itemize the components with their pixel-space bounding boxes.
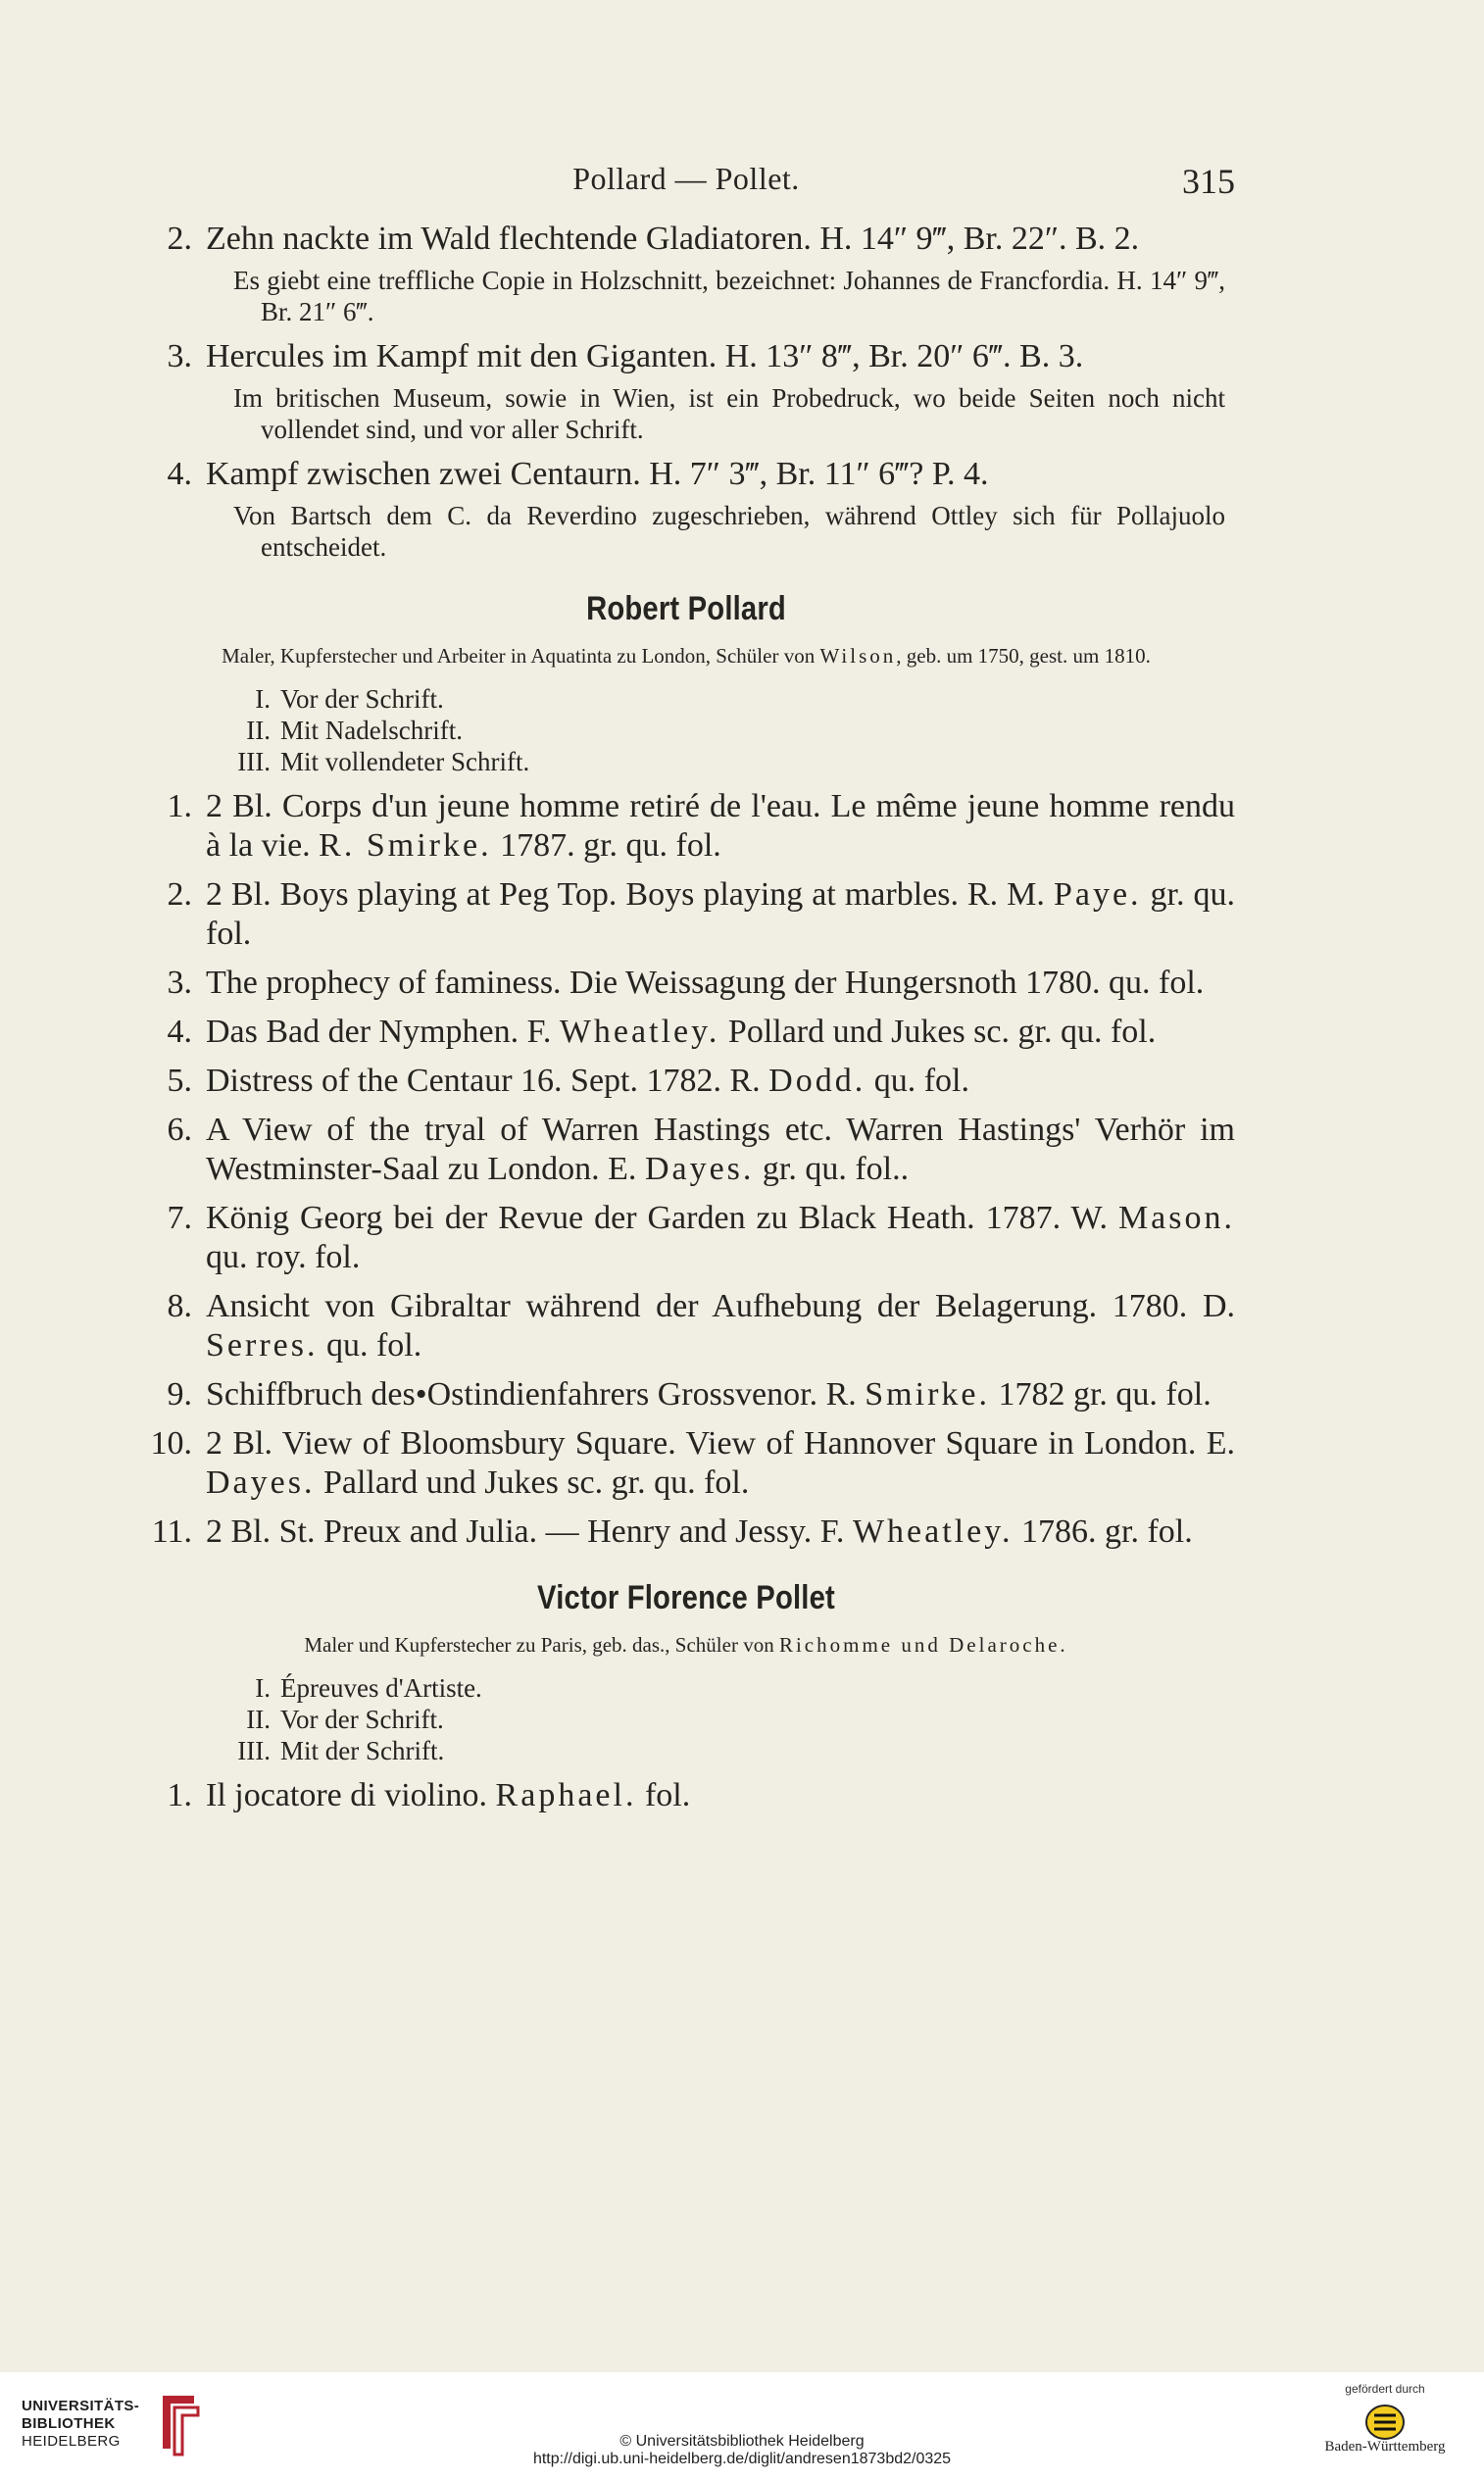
print-state — [206, 715, 1235, 746]
entry-text-part: Schiffbruch des•Ostindienfahrers Grossvenor. R. — [206, 1376, 866, 1413]
entry-artist-name: R. Smirke. — [319, 827, 492, 864]
entry-number: 5. — [167, 1063, 192, 1099]
library-logo-line: BIBLIOTHEK — [22, 2415, 116, 2432]
entry-text — [206, 1513, 1235, 1552]
entry-text: Zehn nackte im Wald flechtende Gladiatoren. H. 14″ 9‴, Br. 22″. B. 2. — [206, 221, 1140, 257]
entry-number: 3. — [167, 965, 192, 1001]
entry-text-part: qu. roy. fol. — [206, 1239, 361, 1275]
entry-number: 3. — [167, 338, 192, 374]
entry-text-part: 2 Bl. St. Preux and Julia. — Henry and Jessy. F. — [206, 1513, 853, 1550]
entry-text-part: 1787. gr. qu. fol. — [491, 827, 721, 864]
catalog-entry — [137, 337, 1235, 376]
entry-artist-name: Raphael. — [495, 1777, 637, 1813]
catalog-entry — [137, 1513, 1235, 1552]
entry-number: 9. — [167, 1376, 192, 1413]
page-number: 315 — [1182, 162, 1235, 201]
state-label: Épreuves d'Artiste. — [280, 1673, 482, 1703]
entry-artist-name: Wheatley. — [852, 1513, 1014, 1550]
entry-number: 7. — [167, 1200, 192, 1236]
state-numeral: I. — [255, 1673, 271, 1703]
print-state — [206, 683, 1235, 715]
bio-teacher: Richomme und Delaroche. — [778, 1633, 1068, 1657]
entry-text — [206, 1375, 1235, 1414]
entry-text-part: Pollard und Jukes sc. gr. qu. fol. — [719, 1014, 1157, 1050]
state-numeral: III. — [237, 1736, 271, 1765]
catalog-entry — [137, 964, 1235, 1003]
state-numeral: II. — [246, 1705, 271, 1734]
entry-text — [206, 1013, 1235, 1052]
state-label: Vor der Schrift. — [280, 1705, 444, 1734]
catalog-entry — [137, 1013, 1235, 1052]
entry-number: 8. — [167, 1288, 192, 1324]
entry-text-part: 2 Bl. Boys playing at Peg Top. Boys playing at marbles. R. M. — [206, 876, 1054, 913]
entry-artist-name: Mason. — [1117, 1200, 1235, 1236]
entry-artist-name: Paye. — [1053, 876, 1142, 913]
print-state — [206, 1672, 1235, 1704]
entry-note: Von Bartsch dem C. da Reverdino zugeschrieben, während Ottley sich für Pollajuolo entscheidet. — [233, 501, 1225, 562]
entry-number: 10. — [150, 1425, 192, 1462]
entry-number: 11. — [151, 1513, 192, 1550]
entry-text — [206, 1111, 1235, 1189]
viewer-footer — [0, 2372, 1484, 2480]
catalog-entry — [137, 1287, 1235, 1365]
entry-text-part: 2 Bl. Corps d'un jeune homme retiré de l'eau. Le même jeune homme rendu à la vie. — [206, 788, 1235, 864]
catalog-entry — [137, 1776, 1235, 1815]
catalog-entry — [137, 875, 1235, 954]
bio-text: Maler und Kupferstecher zu Paris, geb. das., Schüler von — [304, 1633, 779, 1657]
entry-note: Im britischen Museum, sowie in Wien, ist ein Probedruck, wo beide Seiten noch nicht vollendet sind, und vor aller Schrift. — [233, 383, 1225, 444]
entry-text-part: Pallard und Jukes sc. gr. qu. fol. — [315, 1464, 750, 1501]
entry-number: 2. — [167, 221, 192, 257]
state-numeral: I. — [255, 684, 271, 714]
entry-text — [206, 1287, 1235, 1365]
entry-text-part: Ansicht von Gibraltar während der Aufhebung der Belagerung. 1780. D. — [206, 1288, 1235, 1324]
print-state — [206, 746, 1235, 777]
entry-text-part: gr. qu. fol.. — [754, 1151, 910, 1187]
entry-text — [206, 1776, 1235, 1815]
bio-teacher: Wilson — [819, 644, 897, 668]
entry-text-part: The prophecy of faminess. Die Weissagung der Hungersnoth 1780. qu. fol. — [206, 965, 1205, 1001]
funded-by-label: gefördert durch — [1345, 2382, 1425, 2396]
state-label: Mit der Schrift. — [280, 1736, 445, 1765]
catalog-entry — [137, 787, 1235, 866]
entry-text — [206, 964, 1235, 1003]
entry-text-part: qu. fol. — [866, 1063, 970, 1099]
entry-text-part: gr. qu. fol. — [206, 876, 1235, 952]
entry-number: 4. — [167, 1014, 192, 1050]
print-states-list — [206, 683, 1235, 777]
catalog-entry — [137, 1062, 1235, 1101]
entry-artist-name: Smirke. — [865, 1376, 990, 1413]
state-label: Mit Nadelschrift. — [280, 716, 463, 745]
entry-artist-name: Serres. — [206, 1327, 319, 1364]
entry-text: Hercules im Kampf mit den Giganten. H. 13″ 8‴, Br. 20″ 6‴. B. 3. — [206, 338, 1084, 374]
catalog-entry — [137, 1199, 1235, 1277]
entry-text-part: König Georg bei der Revue der Garden zu Black Heath. 1787. W. — [206, 1200, 1118, 1236]
entry-artist-name: Dodd. — [768, 1063, 866, 1099]
entry-text — [206, 1424, 1235, 1503]
entry-text — [206, 1199, 1235, 1277]
entry-text-part: Il jocatore di violino. — [206, 1777, 496, 1813]
entry-text — [206, 787, 1235, 866]
state-label: Mit vollendeter Schrift. — [280, 747, 530, 776]
artist-heading: Victor Florence Pollet — [537, 1579, 835, 1616]
bio-text: Maler, Kupferstecher und Arbeiter in Aquatinta zu London, Schüler von — [222, 644, 820, 668]
entry-text-part: Distress of the Centaur 16. Sept. 1782. R. — [206, 1063, 769, 1099]
print-state — [206, 1704, 1235, 1735]
catalog-entry — [137, 1111, 1235, 1189]
entry-number: 2. — [167, 876, 192, 913]
bio-text: , geb. um 1750, gest. um 1810. — [896, 644, 1151, 668]
state-seal-icon — [1364, 2404, 1406, 2441]
state-label: Vor der Schrift. — [280, 684, 444, 714]
running-head-title: Pollard — Pollet. — [572, 161, 800, 196]
copyright-block — [0, 2433, 1484, 2468]
entry-text-part: fol. — [636, 1777, 691, 1813]
artist-bio — [157, 1631, 1215, 1659]
entry-number: 1. — [167, 788, 192, 824]
catalog-entry — [137, 1375, 1235, 1414]
state-numeral: II. — [246, 716, 271, 745]
library-logo-line: HEIDELBERG — [22, 2433, 121, 2450]
funder-block — [1311, 2382, 1459, 2455]
entry-text-part: Das Bad der Nymphen. F. — [206, 1014, 560, 1050]
state-numeral: III. — [237, 747, 271, 776]
entry-text — [206, 1062, 1235, 1101]
print-state — [206, 1735, 1235, 1766]
entry-artist-name: Dayes. — [644, 1151, 755, 1187]
print-states-list — [206, 1672, 1235, 1766]
entry-text-part: 2 Bl. View of Bloomsbury Square. View of Hannover Square in London. E. — [206, 1425, 1235, 1462]
permalink[interactable]: http://digi.ub.uni-heidelberg.de/diglit/andresen1873bd2/0325 — [532, 2451, 952, 2467]
artist-bio — [157, 642, 1215, 670]
catalog-entry — [137, 220, 1235, 259]
catalog-entry — [137, 1424, 1235, 1503]
copyright-text: © Universitätsbibliothek Heidelberg — [619, 2433, 865, 2450]
catalog-entry — [137, 455, 1235, 494]
entry-note: Es giebt eine treffliche Copie in Holzschnitt, bezeichnet: Johannes de Francfordia. H. 14″ 9‴, Br. 21″ 6‴. — [233, 266, 1225, 326]
funder-name: Baden-Württemberg — [1324, 2439, 1446, 2455]
entry-text-part: A View of the tryal of Warren Hastings etc. Warren Hastings' Verhör im Westminster-Saal zu London. E. — [206, 1112, 1235, 1187]
entry-text-part: 1782 gr. qu. fol. — [989, 1376, 1212, 1413]
entry-artist-name: Wheatley. — [559, 1014, 720, 1050]
entry-text-part: qu. fol. — [318, 1327, 422, 1364]
entry-number: 1. — [167, 1777, 192, 1813]
artist-heading: Robert Pollard — [586, 590, 786, 627]
page-text — [137, 147, 1235, 1815]
entry-artist-name: Dayes. — [206, 1464, 316, 1501]
entry-number: 4. — [167, 456, 192, 492]
entry-text-part: 1786. gr. fol. — [1013, 1513, 1193, 1550]
running-head — [137, 147, 1235, 210]
entry-text: Kampf zwischen zwei Centaurn. H. 7″ 3‴, Br. 11″ 6‴? P. 4. — [206, 456, 989, 492]
library-logo-line: UNIVERSITÄTS- — [22, 2398, 140, 2414]
entry-number: 6. — [167, 1112, 192, 1148]
entry-text — [206, 875, 1235, 954]
